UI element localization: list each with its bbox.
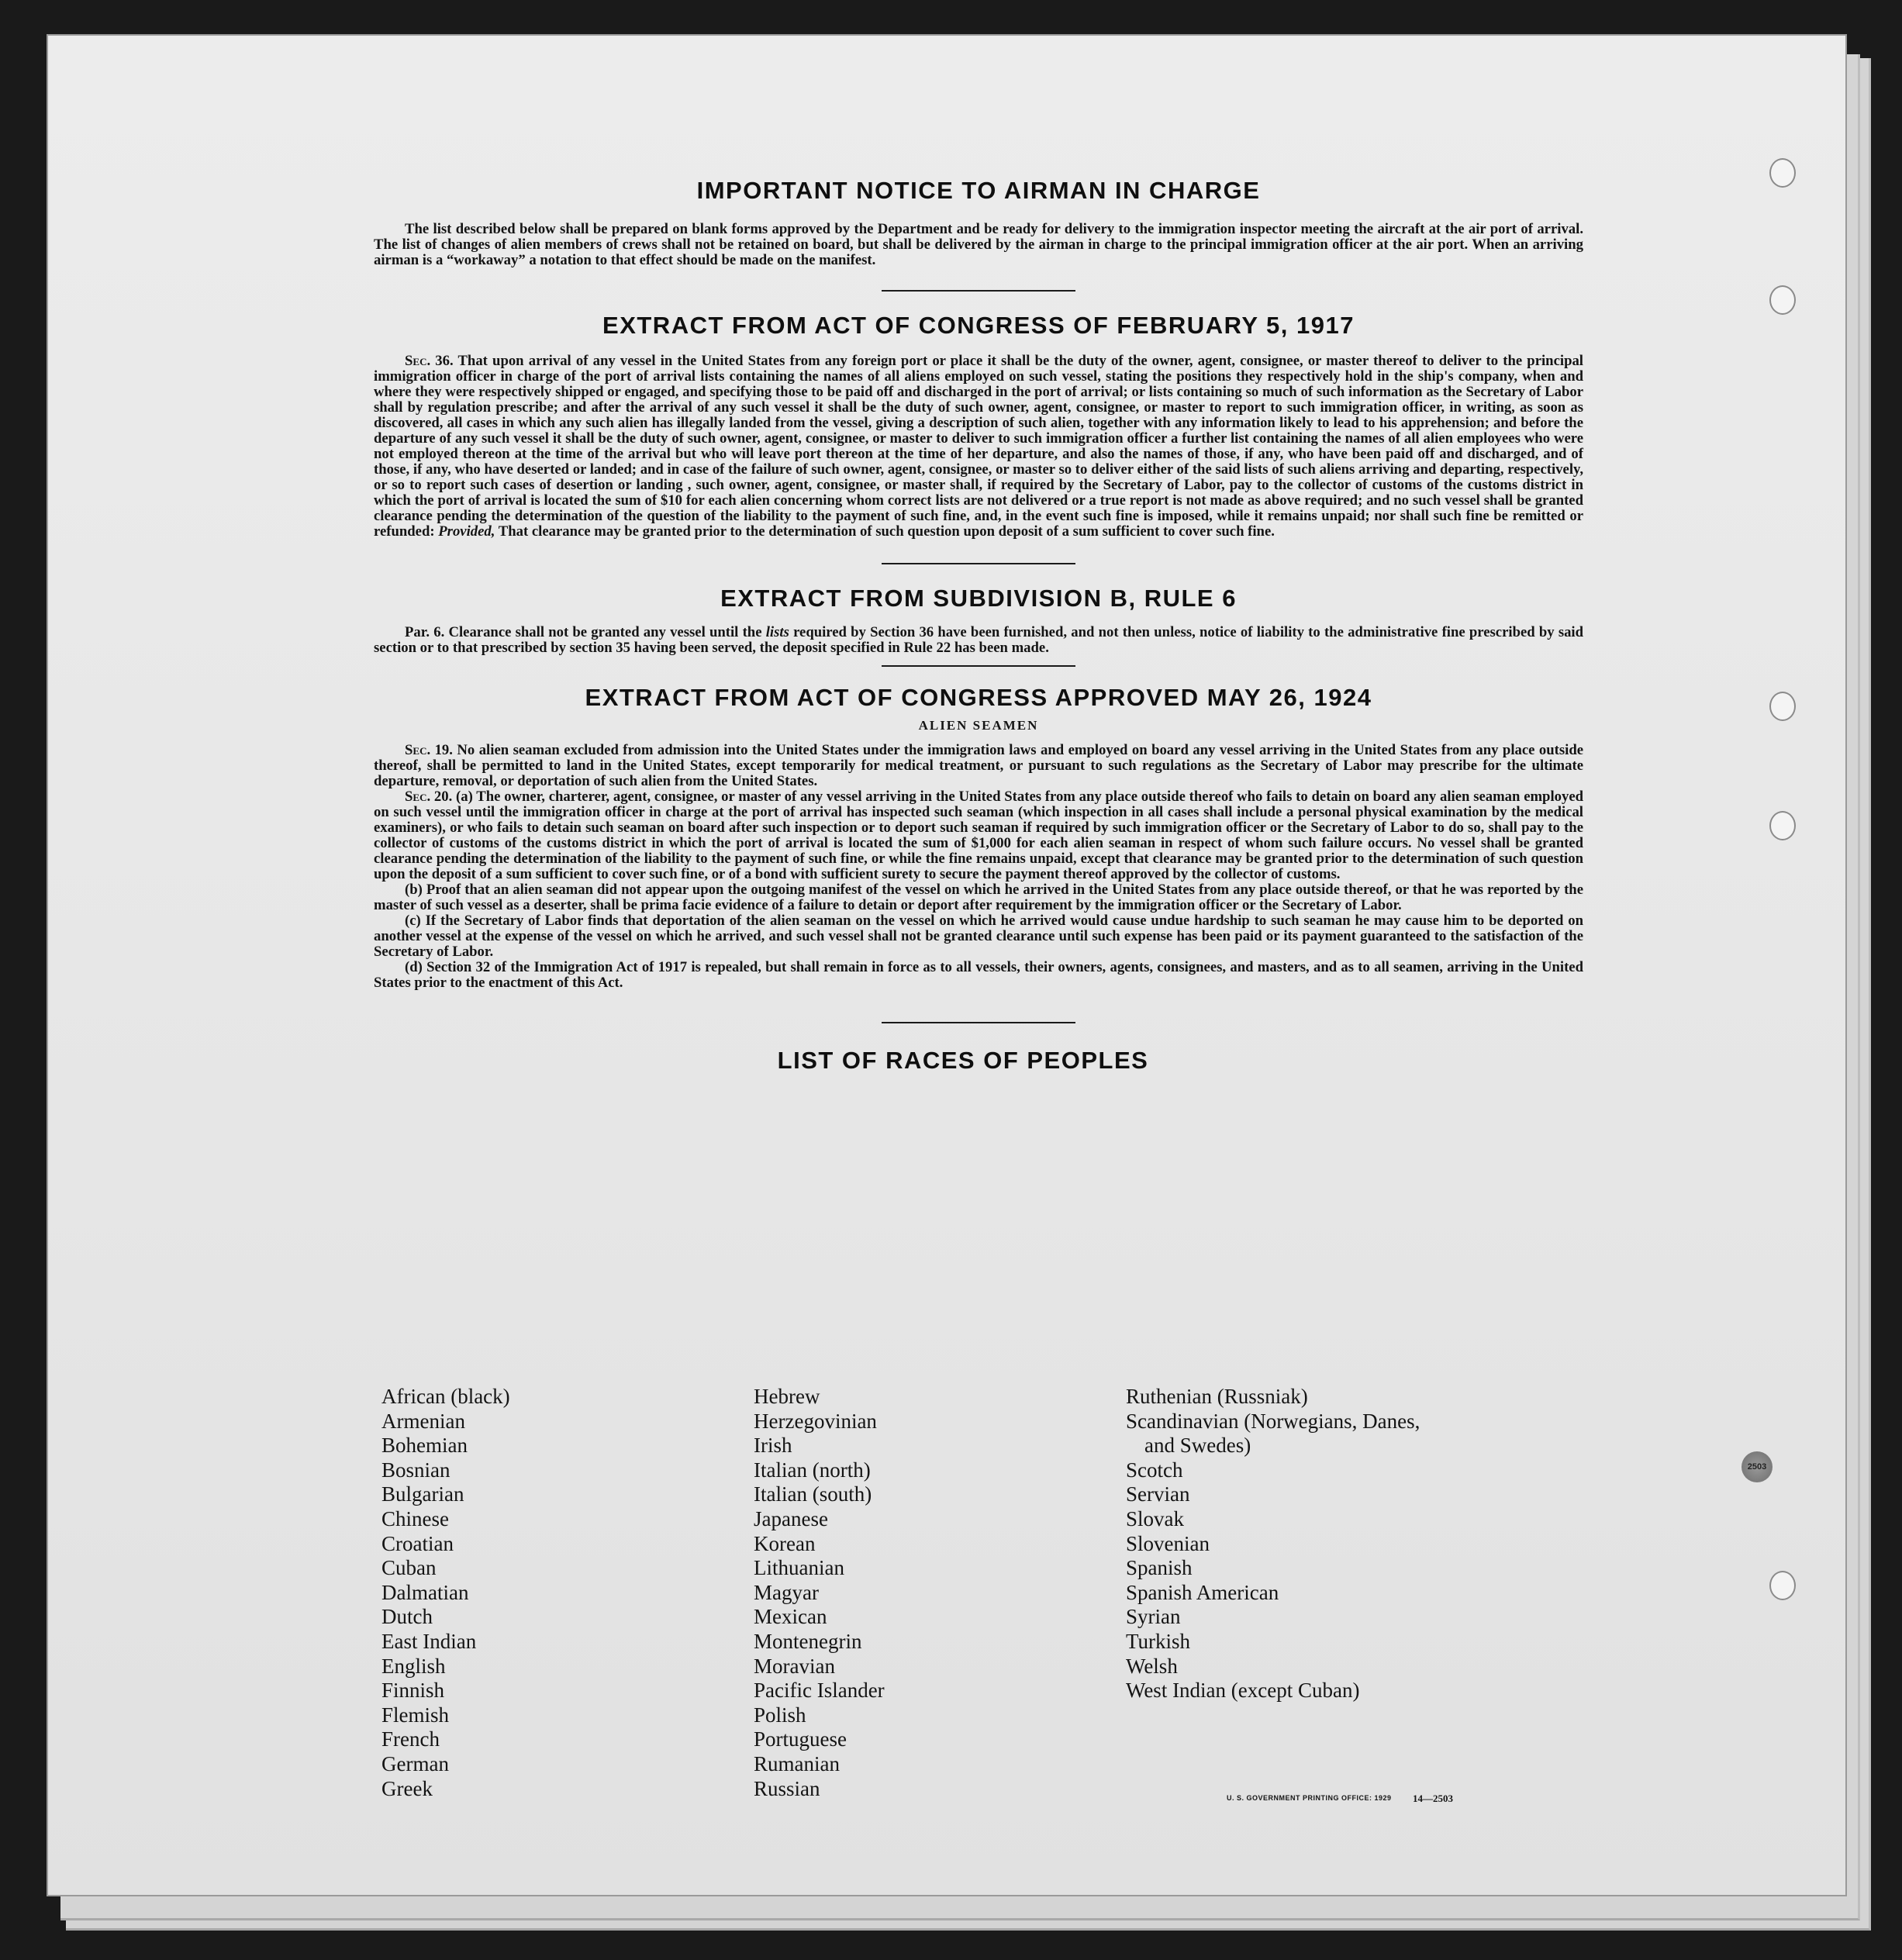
rule6-par6 (374, 625, 1583, 656)
sec-36-provided: Provided, (438, 523, 495, 540)
par-6-text-end: required by Section 36 have been furnished, and not then unless, notice of liability to the administrative fine prescribed by said section or to that prescribed by section 35 having been served, the deposit specified in Rule 22 has been made. (374, 624, 1584, 656)
par-6-lists: lists (765, 624, 789, 640)
par-6-text: Clearance shall not be granted any vessel until the (448, 624, 762, 640)
race-item: Lithuanian (754, 1556, 844, 1580)
race-item: Polish (754, 1703, 806, 1727)
race-item: Pacific Islander (754, 1679, 885, 1703)
punch-hole (1769, 285, 1796, 315)
race-item: Greek (381, 1776, 433, 1800)
race-item: Hebrew (754, 1385, 820, 1408)
race-item: Armenian (381, 1409, 465, 1433)
race-item: Spanish (1126, 1556, 1193, 1580)
act-1924-subtitle: ALIEN SEAMEN (918, 718, 1039, 733)
race-item: English (381, 1654, 446, 1678)
race-item: East Indian (381, 1629, 477, 1653)
race-item: African (black) (381, 1385, 510, 1408)
race-item: Slovak (1126, 1506, 1185, 1530)
race-item: Ruthenian (Russniak) (1126, 1385, 1308, 1408)
race-item: Mexican (754, 1605, 827, 1629)
par-6-label: Par. 6. (405, 624, 445, 640)
race-item: Italian (north) (754, 1458, 871, 1482)
race-item: Spanish American (1126, 1580, 1279, 1604)
races-title: LIST OF RACES OF PEOPLES (777, 1047, 1149, 1074)
race-item: Dutch (381, 1605, 433, 1629)
race-item: and Swedes) (1144, 1434, 1251, 1458)
race-item: Servian (1126, 1482, 1190, 1506)
sec-36-text-end: That clearance may be granted prior to the determination of such question upon deposit of a sum sufficient to cover such fine. (498, 523, 1275, 540)
race-item: Dalmatian (381, 1580, 469, 1604)
act-1924-sec20b: (b) Proof that an alien seaman did not appear upon the outgoing manifest of the vessel on which he arrived in the United States from any place outside thereof, or that he was reported by the master of such vessel as a deserter, shall be prima facie evidence of a failure to detain or deport after requirement by the immigration officer or the Secretary of Labor. (374, 882, 1583, 913)
races-list (381, 1385, 1545, 1801)
punch-hole (1769, 158, 1796, 188)
race-item: Turkish (1126, 1629, 1191, 1653)
race-item: Russian (754, 1776, 820, 1800)
sec-20a-text: (a) The owner, charterer, agent, consignee, or master of any vessel arriving in the United States from any place outside thereof who fails to detain on board any alien seaman employed on such vessel until the immigration officer in charge at the port of arrival has inspected such seaman (which inspection in all cases shall include a personal physical examination by the medical examiners), or who fails to detain such seaman on board after such inspection or to deport such seaman if required by such immigration officer or the Secretary of Labor to do so, shall pay to the collector of customs of the customs district in which the port of arrival is located the sum of $1,000 for each alien seaman in respect of whom such failure occurs. No vessel shall be granted clearance pending the determination of the liability to the payment of such fine, or while the fine remains unpaid, except that clearance may be granted prior to the determination of such question upon the deposit of a sum sufficient to cover such fine, or of a bond with sufficient surety to secure the payment thereof approved by the collector of customs. (374, 788, 1584, 882)
races-column-1 (381, 1385, 754, 1801)
race-item: Bulgarian (381, 1482, 464, 1506)
document-page (48, 36, 1845, 1895)
race-item: Syrian (1126, 1605, 1181, 1629)
act-1924-sec20d: (d) Section 32 of the Immigration Act of 1917 is repealed, but shall remain in force as to all vessels, their owners, agents, consignees, and masters, and as to all seamen, arriving in the United States prior to the enactment of this Act. (374, 959, 1583, 991)
act-1924-sec19 (374, 743, 1583, 789)
races-column-3 (1126, 1385, 1498, 1801)
act-1917-title: EXTRACT FROM ACT OF CONGRESS OF FEBRUARY 5, 1917 (602, 312, 1355, 339)
race-item: Rumanian (754, 1751, 840, 1775)
punch-hole (1769, 811, 1796, 840)
race-item: Portuguese (754, 1727, 847, 1751)
race-item: Italian (south) (754, 1482, 872, 1506)
document-body (374, 177, 1583, 1075)
notice-text: The list described below shall be prepared on blank forms approved by the Department and be ready for delivery to the immigration inspector meeting the aircraft at the air port of arrival. The list of changes of alien members of crews shall not be retained on board, but shall be delivered by the airman in charge to the principal immigration officer at the air port. When an arriving airman is a “workaway” a notation to that effect should be made on the manifest. (374, 221, 1583, 268)
sec-19-label: Sec. 19. (405, 742, 453, 758)
rule6-title: EXTRACT FROM SUBDIVISION B, RULE 6 (720, 585, 1237, 612)
form-number: 14—2503 (1413, 1793, 1453, 1804)
sec-36-text: That upon arrival of any vessel in the United States from any foreign port or place it shall be the duty of the owner, agent, consignee, or master thereof to deliver to the principal immigration officer in charge of the port of arrival lists containing the names of all aliens employed on such vessel, stating the positions they respectively hold in the ship's company, when and where they were respectively shipped or engaged, and specifying those to be paid off and discharged in the port of arrival; or lists containing so much of such information as the Secretary of Labor shall by regulation prescribe; and after the arrival of any such vessel it shall be the duty of such owner, agent, consignee, or master to report to such immigration officer, in writing, as soon as discovered, all cases in which any such alien has illegally landed from the vessel, giving a description of such alien, together with any information likely to lead to his apprehension; and before the departure of any such vessel it shall be the duty of such owner, agent, consignee, or master to deliver to such immigration officer a further list containing the names of all alien employees who were not employed thereon at the time of the arrival but who will leave port thereon at the time of her departure, and also the names of those, if any, who have been paid off and discharged, and of those, if any, who have deserted or landed; and in case of the failure of such owner, agent, consignee, or master so to deliver either of the said lists of such aliens arriving and departing, respectively, or so to report such cases of desertion or landing , such owner, agent, consignee, or master shall, if required by the Secretary of Labor, pay to the collector of customs of the customs district in which the port of arrival is located the sum of $10 for each alien concerning whom correct lists are not delivered or a true report is not made as above required; and no such vessel shall be granted clearance pending the determination of the question of the liability to the payment of such fine, and, in the event such fine is imposed, while it remains unpaid; nor shall such fine be remitted or refunded: (374, 353, 1583, 540)
race-item: Herzegovinian (754, 1409, 877, 1433)
act-1924-sec20a (374, 789, 1583, 882)
sec-36-label: Sec. 36. (405, 353, 454, 369)
race-item: Scandinavian (Norwegians, Danes, (1126, 1409, 1420, 1433)
race-item: Welsh (1126, 1654, 1178, 1678)
race-item: Moravian (754, 1654, 835, 1678)
race-item: Flemish (381, 1703, 450, 1727)
race-item: Cuban (381, 1556, 437, 1580)
race-item: Korean (754, 1531, 816, 1555)
race-item: Finnish (381, 1679, 445, 1703)
race-item: Scotch (1126, 1458, 1183, 1482)
race-item: Bosnian (381, 1458, 450, 1482)
printer-imprint: U. S. GOVERNMENT PRINTING OFFICE: 1929 (1227, 1794, 1392, 1802)
race-item: West Indian (except Cuban) (1126, 1679, 1360, 1703)
act-1917-sec36 (374, 354, 1583, 540)
page-number-stamp: 2503 (1741, 1451, 1773, 1482)
race-item: German (381, 1751, 449, 1775)
sec-20-label: Sec. 20. (405, 788, 453, 805)
race-item: Chinese (381, 1506, 449, 1530)
sec-19-text: No alien seaman excluded from admission into the United States under the immigration laws and employed on board any vessel arriving in the United States from any place outside thereof, shall be permitted to land in the United States, except temporarily for medical treatment, or pursuant to such regulations as the Secretary of Labor may prescribe for the ultimate departure, removal, or deportation of such alien from the United States. (374, 742, 1584, 789)
races-column-2 (754, 1385, 1126, 1801)
race-item: Slovenian (1126, 1531, 1210, 1555)
punch-hole (1769, 1571, 1796, 1600)
race-item: Magyar (754, 1580, 819, 1604)
race-item: Montenegrin (754, 1629, 862, 1653)
punch-hole (1769, 692, 1796, 721)
act-1924-sec20c: (c) If the Secretary of Labor finds that deportation of the alien seaman on the vessel on which he arrived would cause undue hardship to such seaman he may cause him to be deported on another vessel at the expense of the vessel on which he arrived, and such vessel shall not be granted clearance until such expense has been paid or its payment guaranteed to the satisfaction of the Secretary of Labor. (374, 913, 1583, 960)
notice-title: IMPORTANT NOTICE TO AIRMAN IN CHARGE (696, 177, 1261, 204)
race-item: Bohemian (381, 1434, 468, 1458)
race-item: Japanese (754, 1506, 828, 1530)
race-item: Irish (754, 1434, 792, 1458)
act-1924-title: EXTRACT FROM ACT OF CONGRESS APPROVED MAY 26, 1924 (585, 684, 1372, 711)
race-item: Croatian (381, 1531, 454, 1555)
race-item: French (381, 1727, 440, 1751)
